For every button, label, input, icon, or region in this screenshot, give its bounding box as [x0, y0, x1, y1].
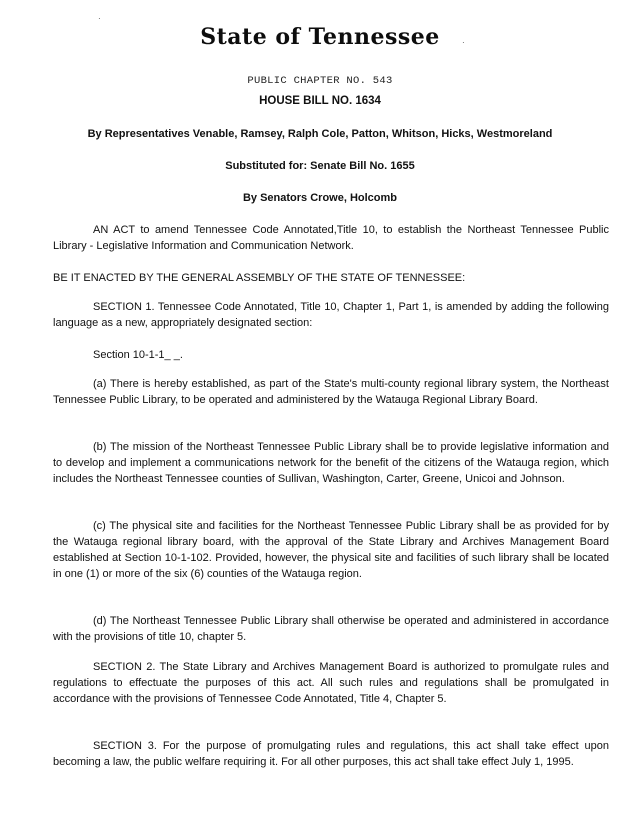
- paragraph-c: (c) The physical site and facilities for the Northeast Tennessee Public Library shall be as provided for by the Watauga regional library board, with the approval of the State Library and Archives Management Board established at Section 10-1-102. Provided, however, the physical site and facilities of such library shall be located in one (1) or more of the six (6) counties of the Watauga region.: [53, 520, 609, 580]
- public-chapter-number: PUBLIC CHAPTER NO. 543: [247, 75, 393, 87]
- sponsors-representatives: By Representatives Venable, Ramsey, Ralph Cole, Patton, Whitson, Hicks, Westmoreland: [87, 128, 553, 140]
- section-2: SECTION 2. The State Library and Archives Management Board is authorized to promulgate rules and regulations to effectuate the purposes of this act. All such rules and regulations shall be promulgated in accordance with the provisions of Tennessee Code Annotated, Title 4, Chapter 5.: [53, 661, 609, 705]
- section-3: SECTION 3. For the purpose of promulgating rules and regulations, this act shall take effect upon becoming a law, the public welfare requiring it. For all other purposes, this act shall take effect July 1, 1995.: [53, 740, 609, 768]
- paragraph-b: (b) The mission of the Northeast Tennessee Public Library shall be to provide legislative information and to develop and implement a communications network for the benefit of the citizens of the Watauga region, which includes the Northeast Tennessee counties of Sullivan, Washington, Carter, Greene, Unicoi and Johnson.: [53, 441, 609, 485]
- paragraph-a: (a) There is hereby established, as part of the State's multi-county regional library system, the Northeast Tennessee Public Library, to be operated and administered by the Watauga Regional Library Board.: [53, 378, 609, 406]
- sponsors-senators: By Senators Crowe, Holcomb: [242, 192, 398, 204]
- paragraph-d: (d) The Northeast Tennessee Public Library shall otherwise be operated and administered in accordance with the provisions of title 10, chapter 5.: [53, 615, 609, 643]
- substituted-for-line: Substituted for: Senate Bill No. 1655: [225, 160, 415, 172]
- scan-speck: ·: [462, 38, 465, 47]
- section-1-intro: SECTION 1. Tennessee Code Annotated, Title 10, Chapter 1, Part 1, is amended by adding the following language as a new, appropriately designated section:: [53, 301, 609, 329]
- section-number: Section 10-1-1_ _.: [93, 349, 183, 361]
- scan-speck: ·: [98, 14, 101, 23]
- house-bill-number: HOUSE BILL NO. 1634: [259, 95, 381, 107]
- enacting-clause: BE IT ENACTED BY THE GENERAL ASSEMBLY OF THE STATE OF TENNESSEE:: [53, 272, 466, 284]
- act-title: AN ACT to amend Tennessee Code Annotated,Title 10, to establish the Northeast Tennessee Public Library - Legislative Information and Communication Network.: [53, 224, 609, 252]
- masthead-title: State of Tennessee: [200, 24, 440, 50]
